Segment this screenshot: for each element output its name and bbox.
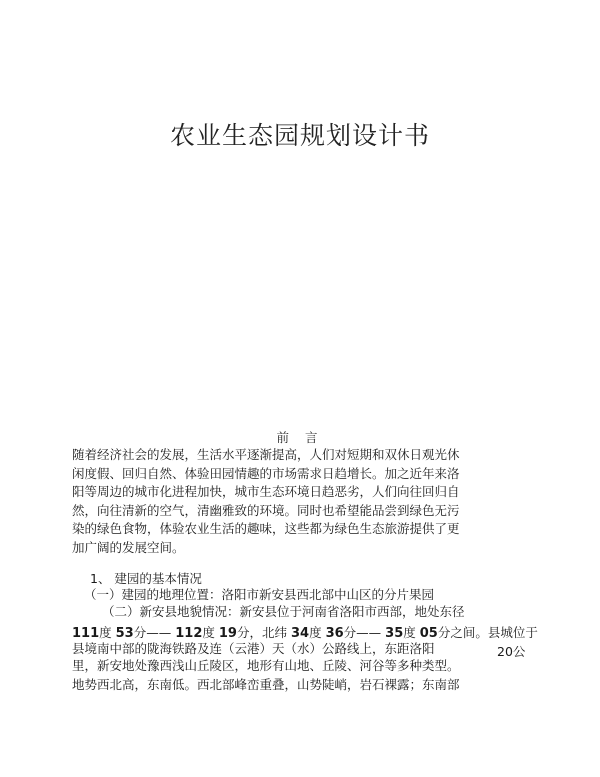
- coord-unit: 度: [202, 625, 215, 640]
- coord-unit: 度: [99, 625, 112, 640]
- preface-line: 闲度假、回归自然、体验田园情趣的市场需求日趋增长。加之近年来洛: [72, 465, 460, 481]
- slope-line-text: 地势西北高，东南低。西北部峰峦重叠，山势陡峭，岩石裸露；东南部: [72, 677, 460, 692]
- coord-value: 112: [175, 626, 203, 641]
- coord-unit: 分——: [133, 625, 172, 640]
- coord-value: 53: [115, 626, 134, 641]
- coord-unit: 分之间。县城位于: [437, 625, 538, 640]
- coordinates-line: [72, 623, 538, 641]
- coord-unit: 度: [309, 625, 322, 640]
- rail-line-text: 县境南中部的陇海铁路及连（云港）天（水）公路线上，东距洛阳: [72, 641, 435, 656]
- coord-value: 111: [72, 626, 100, 641]
- coord-value: 19: [218, 626, 237, 641]
- subsection-location: （一）建园的地理位置：洛阳市新安县西北部中山区的分片果园: [84, 587, 435, 602]
- preface-line: 加广阔的发展空间。: [72, 539, 185, 555]
- document-title: 农业生态园规划设计书: [169, 121, 430, 150]
- terrain-line-text: 里，新安地处豫西浅山丘陵区，地形有山地、丘陵、河谷等多种类型。: [72, 658, 460, 673]
- preface-heading: 前 言: [276, 430, 324, 445]
- preface-line: 然，向往清新的空气，清幽雅致的环境。同时也希望能品尝到绿色无污: [72, 502, 460, 518]
- coord-value: 34: [290, 626, 310, 641]
- preface-paragraph: [72, 446, 502, 557]
- preface-line: 随着经济社会的发展，生活水平逐渐提高，人们对短期和双休日观光休: [72, 447, 460, 462]
- preface-line: 阳等周边的城市化进程加快，城市生态环境日趋恶劣，人们向往回归自: [72, 484, 460, 499]
- section-heading: 1、 建园的基本情况: [90, 571, 202, 586]
- coord-value: 36: [325, 626, 344, 641]
- coord-unit: 分——: [343, 625, 382, 640]
- coord-unit: 分，北纬: [236, 625, 287, 640]
- subsection-terrain: （二）新安县地貌情况：新安县位于河南省洛阳市西部，地处东径: [102, 604, 465, 619]
- coord-unit: 度: [403, 625, 416, 640]
- coord-value: 05: [419, 626, 438, 641]
- preface-line: 染的绿色食物，体验农业生活的趣味，这些都为绿色生态旅游提供了更: [72, 521, 460, 536]
- coord-value: 35: [385, 626, 404, 641]
- distance-value: 20公: [497, 644, 526, 659]
